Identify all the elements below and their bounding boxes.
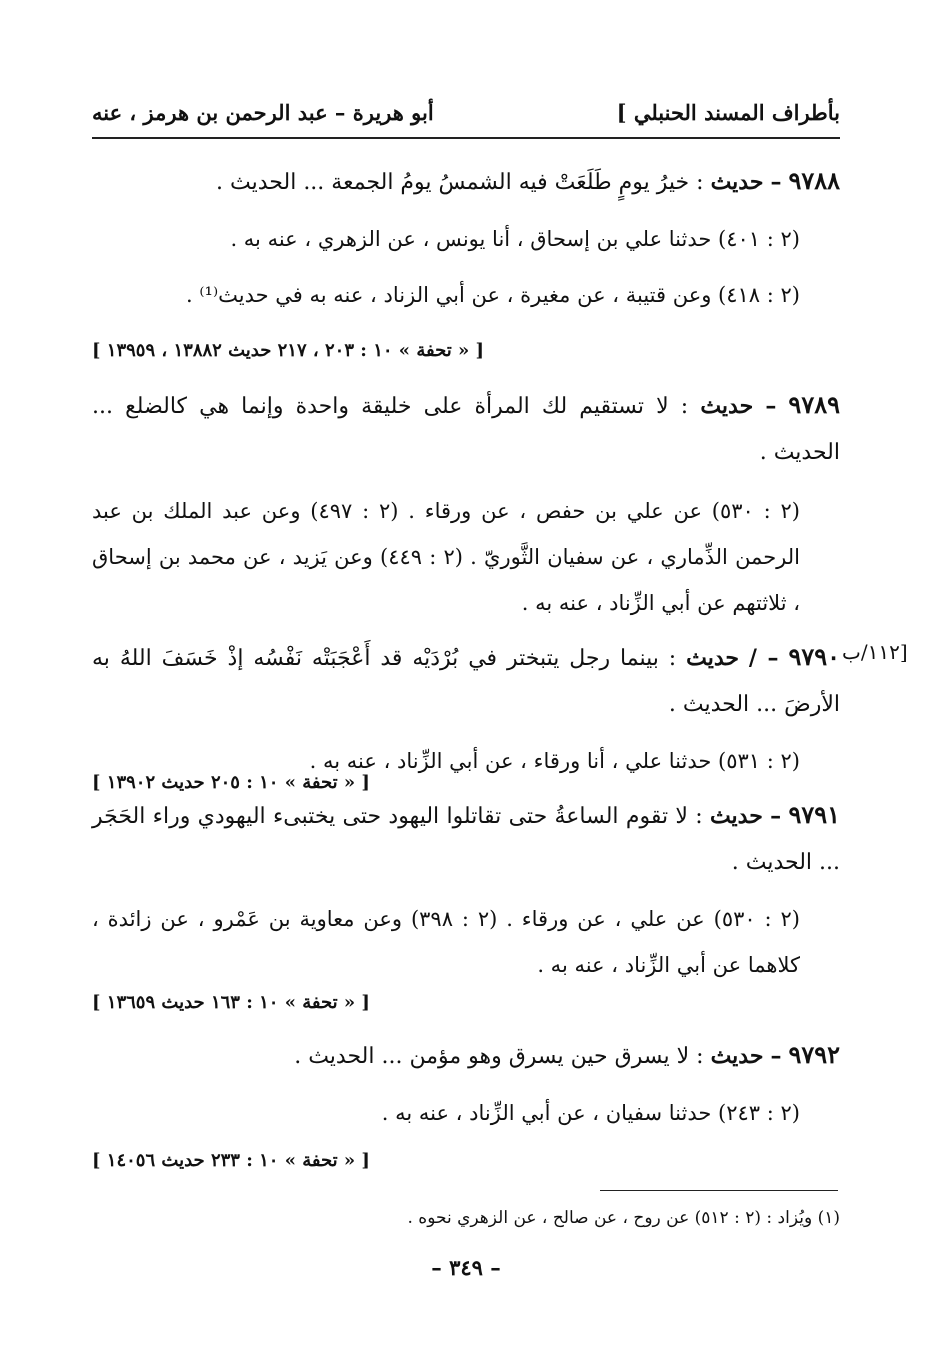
- tuhfa-reference: [ « تحفة » ١٠ : ٢٠٣ ، ٢١٧ حديث ١٣٨٨٢ ، ١٣٩٥٩ ]: [92, 340, 484, 361]
- hadith-dash: – /: [748, 645, 779, 671]
- hadith-label: حديث: [686, 645, 739, 671]
- footnote: (١) ويُزاد : (٢ : ٥١٢) عن روح ، عن صالح ، عن الزهري نحوه .: [407, 1208, 840, 1228]
- running-header-chapter: أبو هريرة – عبد الرحمن بن هرمز ، عنه: [92, 100, 434, 125]
- hadith-text: : لا يسرق حين يسرق وهو مؤمن ... الحديث .: [294, 1044, 704, 1069]
- hadith-number: ٩٧٨٩: [788, 390, 840, 419]
- hadith-entry: [92, 1032, 840, 1080]
- hadith-number: ٩٧٩١: [788, 800, 841, 829]
- hadith-number: ٩٧٩٠: [788, 642, 841, 671]
- hadith-entry: [92, 158, 840, 206]
- tuhfa-reference: [ « تحفة » ١٠ : ٢٣٣ حديث ١٤٠٥٦ ]: [92, 1150, 370, 1171]
- tuhfa-reference: [ « تحفة » ١٠ : ٢٠٥ حديث ١٣٩٠٢ ]: [92, 772, 370, 793]
- tuhfa-reference: [ « تحفة » ١٠ : ١٦٣ حديث ١٣٦٥٩ ]: [92, 992, 370, 1013]
- hadith-label: حديث: [709, 803, 763, 829]
- hadith-label: حديث: [710, 169, 764, 195]
- hadith-text: : لا تستقيم لك المرأة على خليقة واحدة وإنما هي كالضلع ... الحديث .: [92, 394, 840, 465]
- hadith-number: ٩٧٩٢: [788, 1040, 840, 1069]
- running-header-title: بأطراف المسند الحنبلي ]: [616, 100, 840, 125]
- isnad-line: (٢ : ٢٤٣) حدثنا سفيان ، عن أبي الزِّناد ، عنه به .: [381, 1101, 800, 1125]
- hadith-dash: –: [770, 803, 782, 829]
- header-rule: [92, 137, 840, 139]
- footnote-rule: [600, 1190, 838, 1191]
- hadith-entry: [92, 792, 840, 886]
- hadith-dash: –: [770, 169, 782, 195]
- hadith-text: : خيرُ يومٍ طَلَعَتْ فيه الشمسُ يومُ الجمعة ... الحديث .: [216, 170, 704, 195]
- isnad-line: (٢ : ٥٣٠) عن علي بن حفص ، عن ورقاء . (٢ : ٤٩٧) وعن عبد الملك بن عبد الرحمن الذِّماري ، عن سفيان الثَّوريّ . (٢ : ٤٤٩) وعن يَزيد ، عن محمد بن إسحاق ، ثلاثتهم عن أبي الزِّناد ، عنه به .: [92, 499, 800, 615]
- hadith-entry: [92, 634, 840, 728]
- hadith-dash: –: [765, 393, 777, 419]
- isnad-line: (٢ : ٤٠١) حدثنا علي بن إسحاق ، أنا يونس ، عن الزهري ، عنه به .: [230, 227, 800, 251]
- hadith-text: : لا تقوم الساعةُ حتى تقاتلوا اليهود حتى يختبىء اليهودي وراء الحَجَر ... الحديث .: [92, 804, 840, 875]
- hadith-label: حديث: [710, 1043, 764, 1069]
- isnad-line: (٢ : ٥٣٠) عن علي ، عن ورقاء . (٢ : ٣٩٨) وعن معاوية بن عَمْرو ، عن زائدة ، كلاهما عن أبي الزِّناد ، عنه به .: [92, 907, 800, 977]
- folio-margin-note: [١١٢/ب: [842, 640, 908, 664]
- page-number: – ٣٤٩ –: [431, 1255, 501, 1280]
- hadith-label: حديث: [700, 393, 754, 419]
- isnad-line: (٢ : ٤١٨) وعن قتيبة ، عن مغيرة ، عن أبي الزناد ، عنه به في حديث⁽¹⁾ .: [186, 283, 800, 307]
- hadith-entry: [92, 382, 840, 476]
- hadith-text: : بينما رجل يتبختر في بُرْدَيْه قد أَعْجَبَتْه نَفْسُه إذْ خَسَفَ اللهُ به الأرضَ ... الحديث .: [92, 646, 840, 717]
- hadith-dash: –: [770, 1043, 782, 1069]
- isnad-line: (٢ : ٥٣١) حدثنا علي ، أنا ورقاء ، عن أبي الزِّناد ، عنه به .: [309, 749, 800, 773]
- hadith-number: ٩٧٨٨: [788, 166, 840, 195]
